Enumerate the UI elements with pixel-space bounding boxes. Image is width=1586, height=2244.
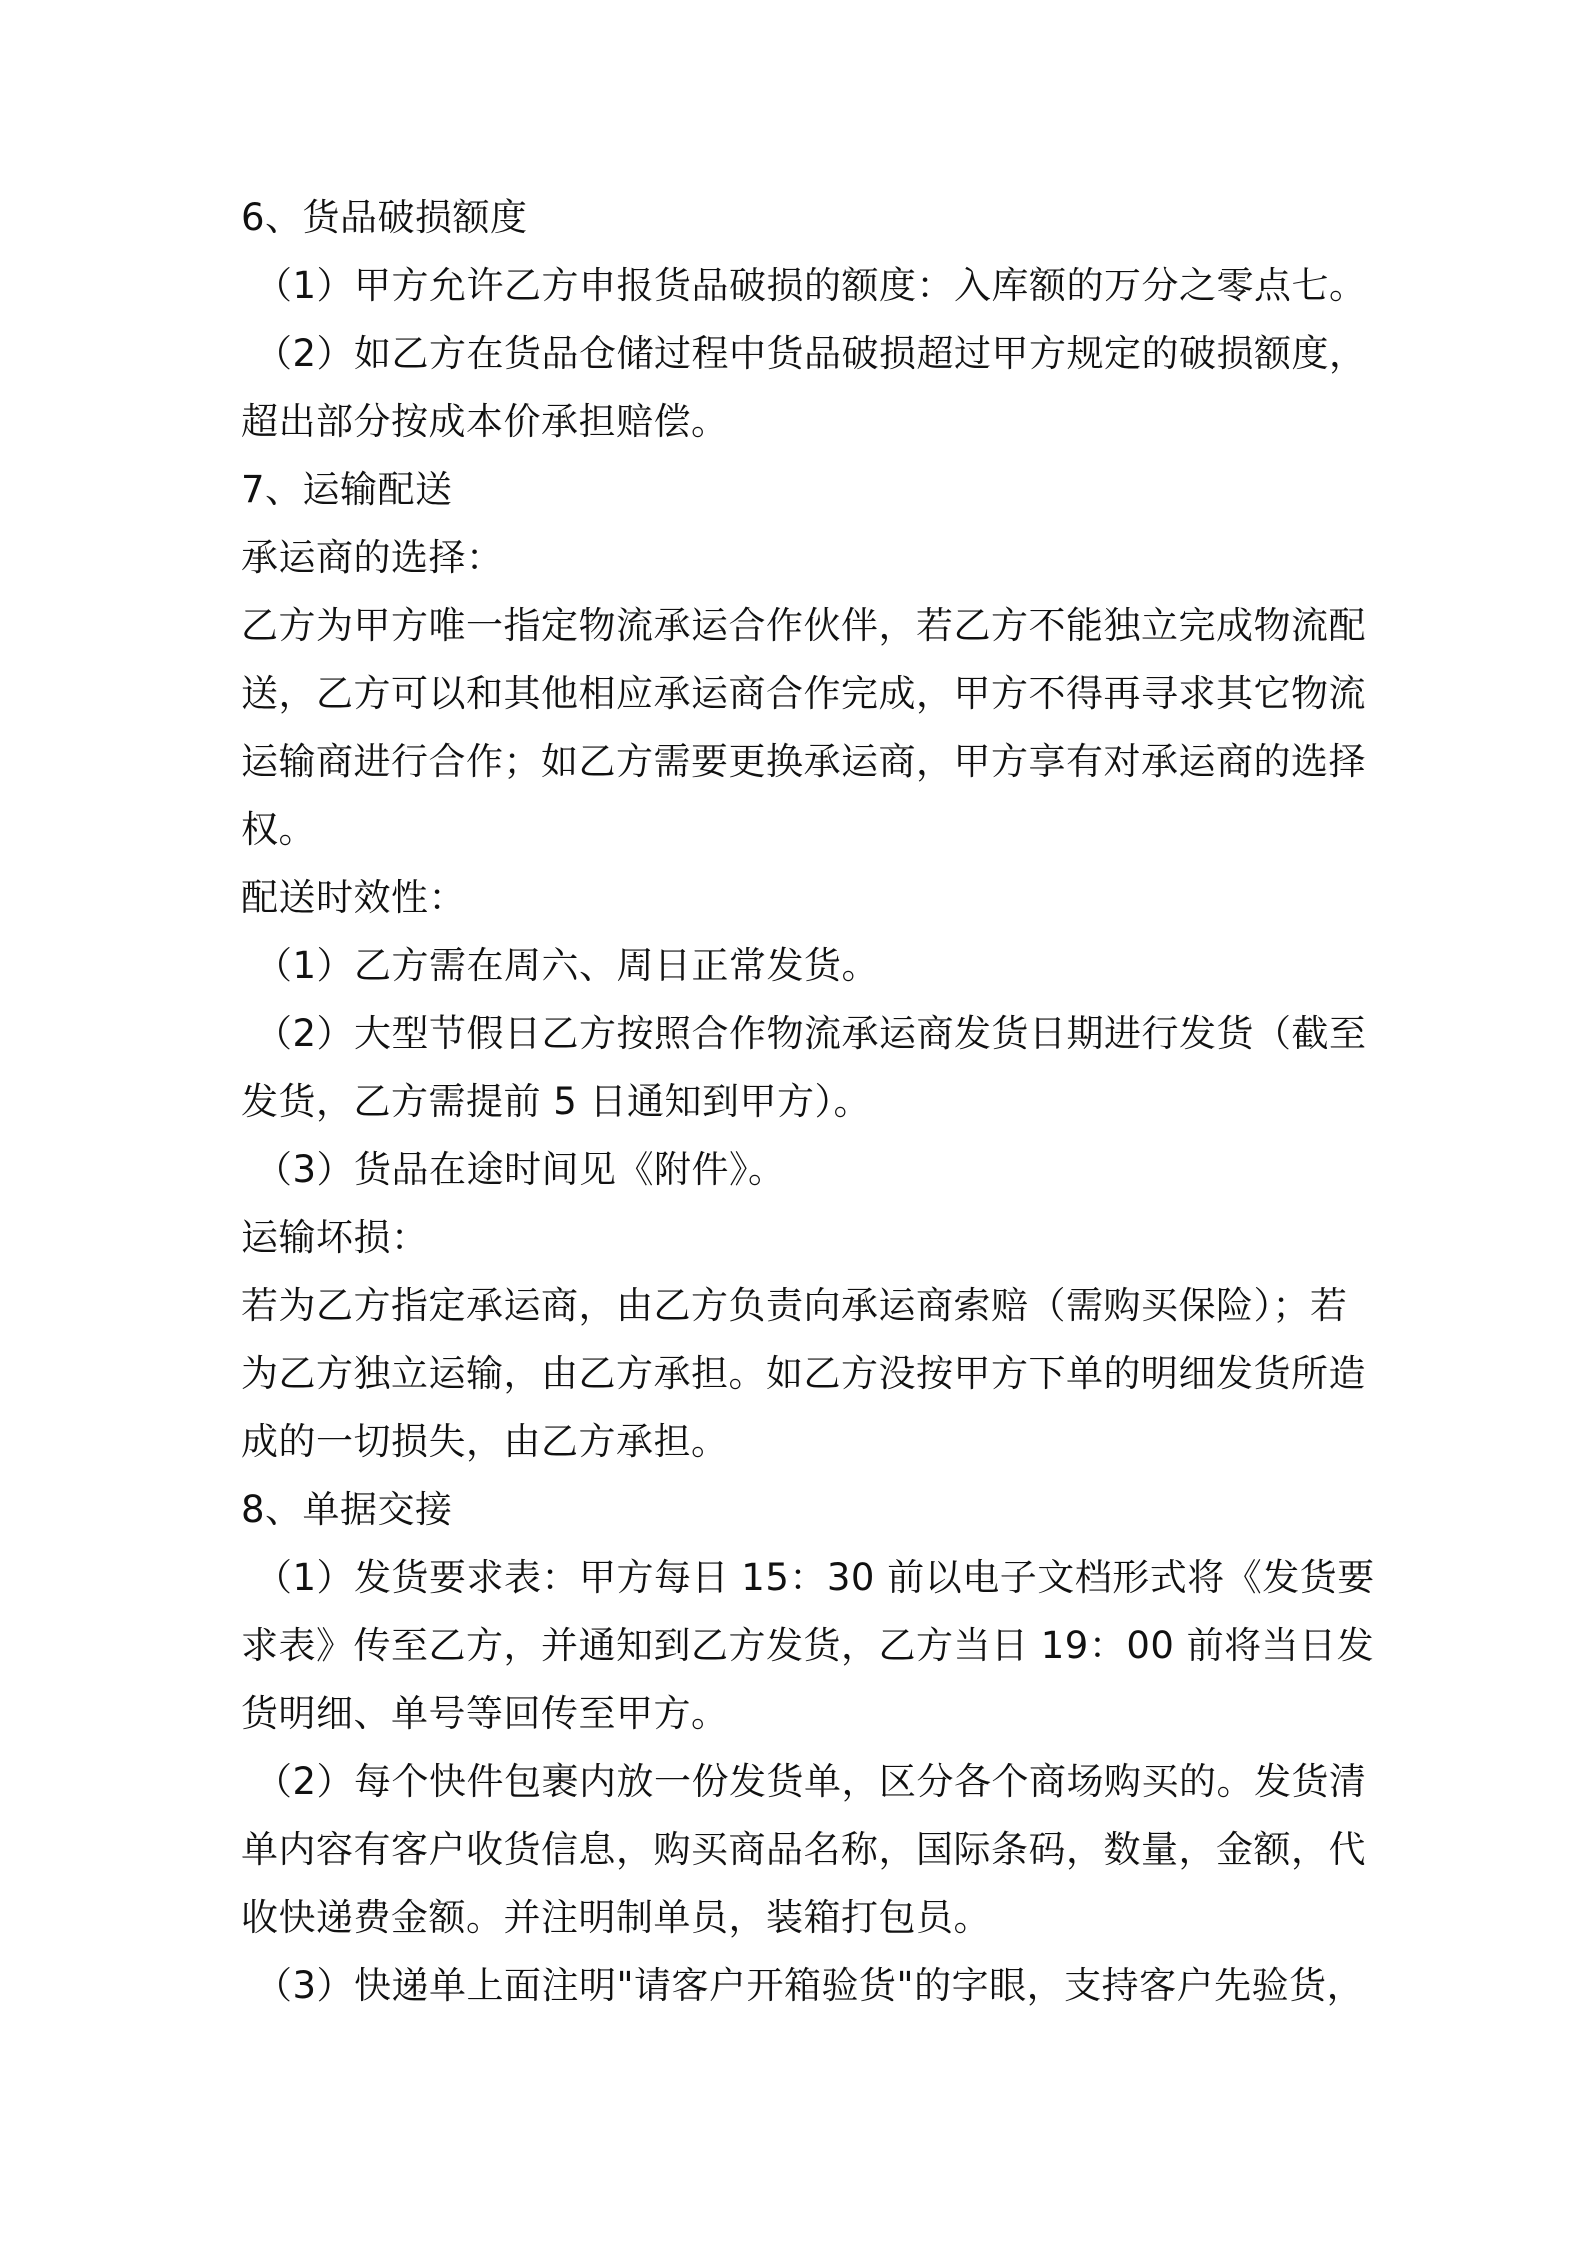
- paragraph-line: （1）发货要求表：甲方每日 15：30 前以电子文档形式将《发货要: [255, 1556, 1375, 1599]
- paragraph-line: 乙方为甲方唯一指定物流承运合作伙伴，若乙方不能独立完成物流配: [241, 604, 1366, 647]
- document-body: [241, 184, 1375, 2020]
- paragraph-line: 货明细、单号等回传至甲方。: [241, 1692, 729, 1735]
- paragraph-line: 成的一切损失，由乙方承担。: [241, 1420, 729, 1463]
- paragraph-line: （2）大型节假日乙方按照合作物流承运商发货日期进行发货（截至: [255, 1012, 1367, 1055]
- section-heading: 8、单据交接: [241, 1488, 453, 1531]
- section-heading: 7、运输配送: [241, 468, 453, 511]
- paragraph-line: 权。: [241, 808, 316, 851]
- section-heading: 6、货品破损额度: [241, 196, 528, 239]
- paragraph-line: 若为乙方指定承运商，由乙方负责向承运商索赔（需购买保险）；若: [241, 1284, 1348, 1327]
- paragraph-line: （2）每个快件包裹内放一份发货单，区分各个商场购买的。发货清: [255, 1760, 1367, 1803]
- paragraph-line: 超出部分按成本价承担赔偿。: [241, 400, 729, 443]
- paragraph-line: 送，乙方可以和其他相应承运商合作完成，甲方不得再寻求其它物流: [241, 672, 1366, 715]
- paragraph-line: 收快递费金额。并注明制单员，装箱打包员。: [241, 1896, 991, 1939]
- paragraph-line: （3）货品在途时间见《附件》。: [255, 1148, 786, 1191]
- paragraph-line: （1）乙方需在周六、周日正常发货。: [255, 944, 880, 987]
- paragraph-line: （2）如乙方在货品仓储过程中货品破损超过甲方规定的破损额度，: [255, 332, 1367, 375]
- paragraph-line: 发货，乙方需提前 5 日通知到甲方）。: [241, 1080, 872, 1123]
- subsection-heading: 运输坏损：: [241, 1216, 429, 1259]
- paragraph-line: 求表》传至乙方，并通知到乙方发货，乙方当日 19：00 前将当日发: [241, 1624, 1375, 1667]
- paragraph-line: 为乙方独立运输，由乙方承担。如乙方没按甲方下单的明细发货所造: [241, 1352, 1366, 1395]
- subsection-heading: 承运商的选择：: [241, 536, 504, 579]
- paragraph-line: 单内容有客户收货信息，购买商品名称，国际条码，数量，金额，代: [241, 1828, 1366, 1871]
- paragraph-line: （3）快递单上面注明"请客户开箱验货"的字眼，支持客户先验货，: [255, 1964, 1365, 2007]
- subsection-heading: 配送时效性：: [241, 876, 466, 919]
- paragraph-line: （1）甲方允许乙方申报货品破损的额度：入库额的万分之零点七。: [255, 264, 1367, 307]
- paragraph-line: 运输商进行合作；如乙方需要更换承运商，甲方享有对承运商的选择: [241, 740, 1366, 783]
